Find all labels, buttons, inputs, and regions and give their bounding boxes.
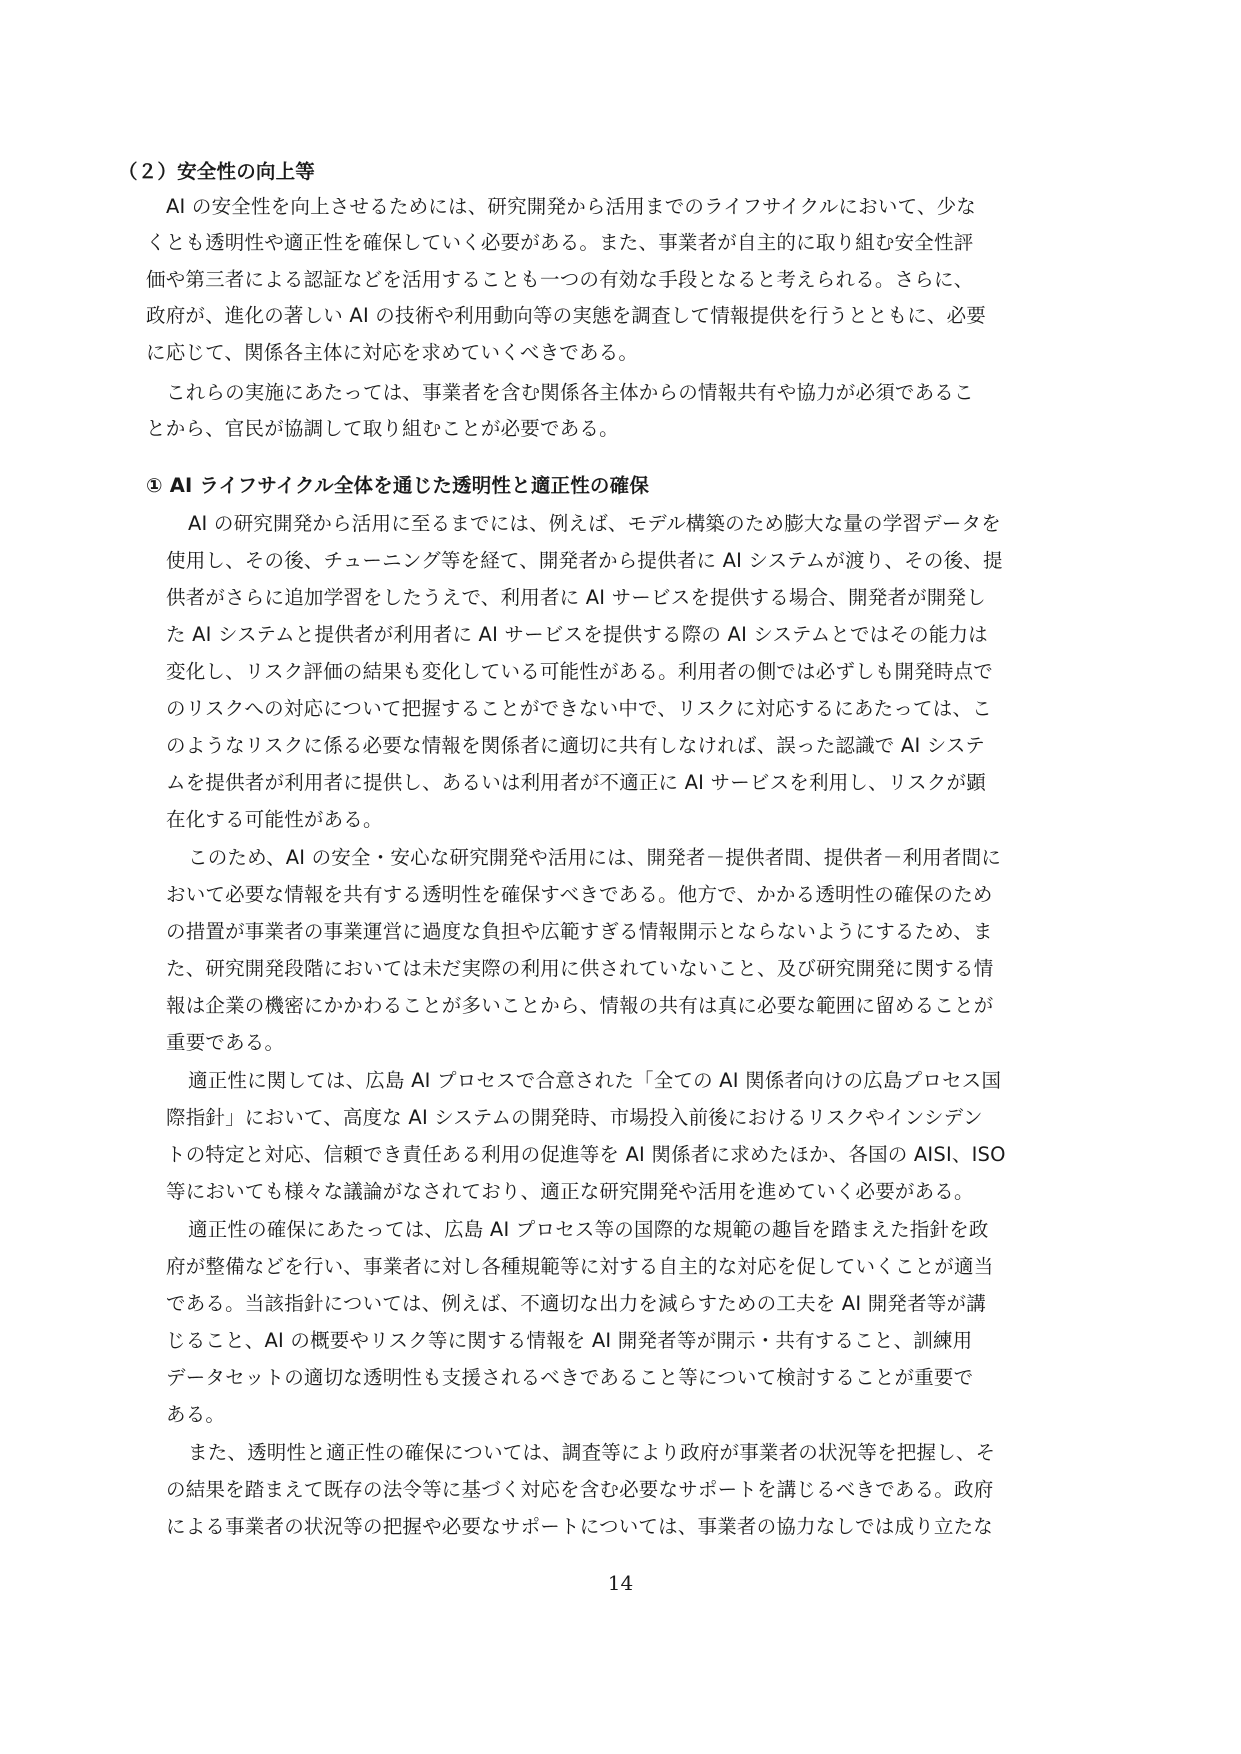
paragraph-line: トの特定と対応、信頼でき責任ある利用の促進等を AI 関係者に求めたほか、各国の AISI、ISO (166, 1143, 1006, 1166)
paragraph-line: また、透明性と適正性の確保については、調査等により政府が事業者の状況等を把握し、そ (188, 1441, 996, 1464)
paragraph-line: データセットの適切な透明性も支援されるべきであること等について検討することが重要で (166, 1366, 974, 1389)
page-number: 14 (607, 1571, 634, 1595)
paragraph-line: 適正性に関しては、広島 AI プロセスで合意された「全ての AI 関係者向けの広島プロセス国 (188, 1069, 1002, 1092)
paragraph-line: である。当該指針については、例えば、不適切な出力を減らすための工夫を AI 開発者等が講 (166, 1292, 986, 1315)
paragraph-line: AI の研究開発から活用に至るまでには、例えば、モデル構築のため膨大な量の学習データを (188, 512, 1001, 535)
paragraph-line: 等においても様々な議論がなされており、適正な研究開発や活用を進めていく必要がある。 (166, 1180, 974, 1203)
paragraph-line: じること、AI の概要やリスク等に関する情報を AI 開発者等が開示・共有すること、訓練用 (166, 1329, 973, 1352)
paragraph-line: 価や第三者による認証などを活用することも一つの有効な手段となると考えられる。さらに、 (146, 268, 974, 291)
paragraph-line: 際指針」において、高度な AI システムの開発時、市場投入前後におけるリスクやインシデン (166, 1106, 983, 1129)
paragraph-line: ある。 (166, 1403, 226, 1426)
paragraph-line: このため、AI の安全・安心な研究開発や活用には、開発者－提供者間、提供者－利用者間に (188, 846, 1002, 869)
section-heading: （２）安全性の向上等 (118, 160, 316, 183)
paragraph-line: 変化し、リスク評価の結果も変化している可能性がある。利用者の側では必ずしも開発時点で (166, 660, 994, 683)
paragraph-line: おいて必要な情報を共有する透明性を確保すべきである。他方で、かかる透明性の確保のため (166, 883, 993, 906)
paragraph-line: 重要である。 (166, 1031, 285, 1054)
paragraph-line: ムを提供者が利用者に提供し、あるいは利用者が不適正に AI サービスを利用し、リスクが顕 (166, 771, 986, 794)
paragraph-line: の措置が事業者の事業運営に過度な負担や広範すぎる情報開示とならないようにするため、ま (166, 920, 993, 943)
paragraph-line: た AI システムと提供者が利用者に AI サービスを提供する際の AI システムとではその能力は (166, 623, 988, 646)
paragraph-line: の結果を踏まえて既存の法令等に基づく対応を含む必要なサポートを講じるべきである。政府 (166, 1478, 994, 1501)
paragraph-line: 府が整備などを行い、事業者に対し各種規範等に対する自主的な対応を促していくことが適当 (166, 1255, 994, 1278)
paragraph-line: 使用し、その後、チューニング等を経て、開発者から提供者に AI システムが渡り、その後、提 (166, 549, 1003, 572)
paragraph-line: AI の安全性を向上させるためには、研究開発から活用までのライフサイクルにおいて、少な (166, 195, 976, 218)
paragraph-line: のようなリスクに係る必要な情報を関係者に適切に共有しなければ、誤った認識で AI システ (166, 734, 985, 757)
paragraph-line: のリスクへの対応について把握することができない中で、リスクに対応するにあたっては、こ (166, 697, 992, 720)
paragraph-line: 供者がさらに追加学習をしたうえで、利用者に AI サービスを提供する場合、開発者が開発し (166, 586, 986, 609)
paragraph-line: に応じて、関係各主体に対応を求めていくべきである。 (146, 341, 639, 364)
paragraph-line: た、研究開発段階においては未だ実際の利用に供されていないこと、及び研究開発に関する情 (166, 957, 994, 980)
paragraph-line: とから、官民が協調して取り組むことが必要である。 (146, 417, 619, 440)
paragraph-line: による事業者の状況等の把握や必要なサポートについては、事業者の協力なしでは成り立たな (166, 1515, 994, 1538)
paragraph-line: 報は企業の機密にかかわることが多いことから、情報の共有は真に必要な範囲に留めることが (166, 994, 994, 1017)
paragraph-line: 在化する可能性がある。 (166, 808, 383, 831)
paragraph-line: これらの実施にあたっては、事業者を含む関係各主体からの情報共有や協力が必須であるこ (166, 381, 974, 404)
subsection-heading: ① AI ライフサイクル全体を通じた透明性と適正性の確保 (146, 474, 650, 497)
paragraph-line: 政府が、進化の著しい AI の技術や利用動向等の実態を調査して情報提供を行うとともに、必要 (146, 304, 986, 327)
paragraph-line: くとも透明性や適正性を確保していく必要がある。また、事業者が自主的に取り組む安全性評 (146, 231, 974, 254)
paragraph-line: 適正性の確保にあたっては、広島 AI プロセス等の国際的な規範の趣旨を踏まえた指針を政 (188, 1218, 989, 1241)
